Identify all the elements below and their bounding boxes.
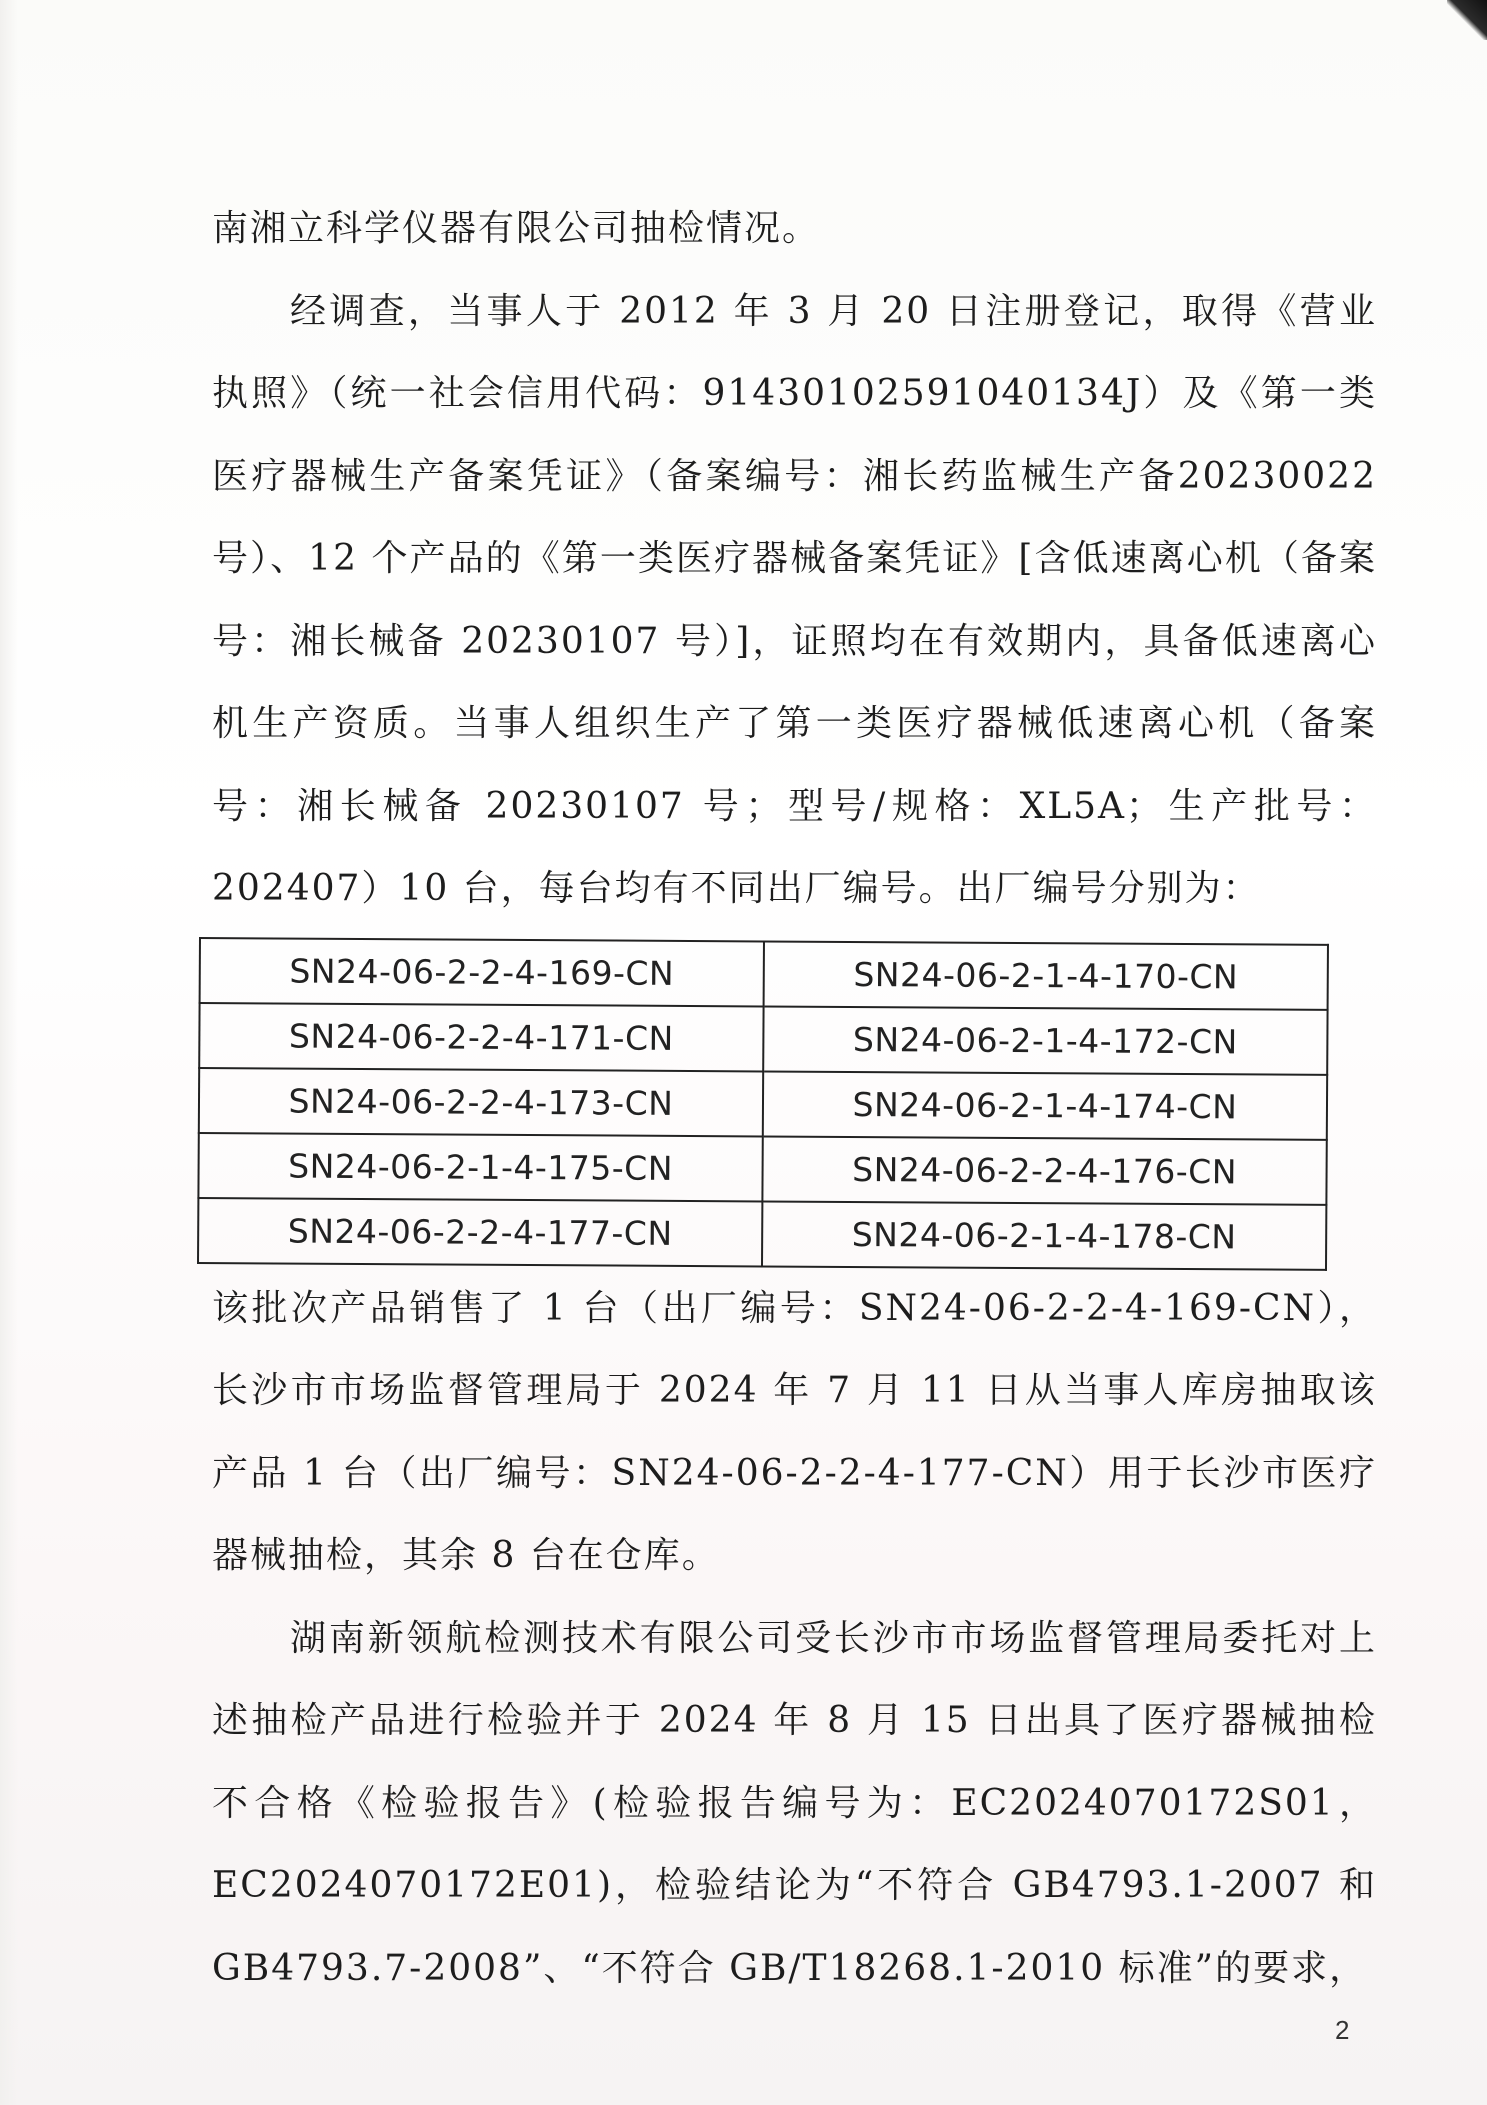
paragraph-investigation: 经调查，当事人于 2012 年 3 月 20 日注册登记，取得《营业执照》（统一社会信用代码：91430102591040134J）及《第一类医疗器械生产备案凭证》（备案编号：湘长药监械生产备20230022 号）、12 个产品的《第一类医疗器械备案凭证》[含低速离心机（备案号：湘长械备 20230107 号）]，证照均在有效期内，具备低速离心机生产资质。当事人组织生产了第一类医疗器械低速离心机（备案号：湘长械备 20230107 号；型号/规格：XL5A；生产批号：202407）10 台，每台均有不同出厂编号。出厂编号分别为：	[212, 290, 1377, 909]
table-row	[199, 1003, 1327, 1075]
paragraph-sales: 该批次产品销售了 1 台（出厂编号：SN24-06-2-2-4-169-CN），长沙市市场监督管理局于 2024 年 7 月 11 日从当事人库房抽取该产品 1 台（出厂编号：SN24-06-2-2-4-177-CN）用于长沙市医疗器械抽检，其余 8 台在仓库。	[212, 1287, 1377, 1576]
table-cell: SN24-06-2-2-4-176-CN	[762, 1136, 1326, 1204]
table-cell: SN24-06-2-2-4-171-CN	[199, 1003, 763, 1071]
table-cell: SN24-06-2-1-4-172-CN	[763, 1006, 1327, 1074]
table-row	[199, 1068, 1327, 1140]
paragraph-continuation: 南湘立科学仪器有限公司抽检情况。	[212, 208, 821, 249]
paragraph-inspection-report: 湖南新领航检测技术有限公司受长沙市市场监督管理局委托对上述抽检产品进行检验并于 2024 年 8 月 15 日出具了医疗器械抽检不合格《检验报告》(检验报告编号为：EC2024070172S01，EC2024070172E01)，检验结论为“不符合 GB4793.1-2007 和 GB4793.7-2008”、“不符合 GB/T18268.1-2010 标准”的要求，	[212, 1617, 1377, 1989]
scan-edge-shadow	[0, 0, 18, 2105]
table-row	[200, 938, 1328, 1010]
table-cell: SN24-06-2-1-4-178-CN	[762, 1201, 1326, 1269]
document-body	[212, 188, 1377, 2010]
table-cell: SN24-06-2-2-4-169-CN	[200, 938, 764, 1006]
table-cell: SN24-06-2-2-4-177-CN	[198, 1198, 762, 1266]
page-number: 2	[1335, 2015, 1350, 2045]
serial-number-table	[197, 937, 1329, 1271]
scan-corner-shadow	[1447, 0, 1487, 40]
table-row	[198, 1198, 1326, 1270]
table-cell: SN24-06-2-1-4-175-CN	[198, 1133, 762, 1201]
table-cell: SN24-06-2-2-4-173-CN	[199, 1068, 763, 1136]
table-cell: SN24-06-2-1-4-170-CN	[764, 941, 1328, 1009]
table-row	[198, 1133, 1326, 1205]
table-cell: SN24-06-2-1-4-174-CN	[763, 1071, 1327, 1139]
